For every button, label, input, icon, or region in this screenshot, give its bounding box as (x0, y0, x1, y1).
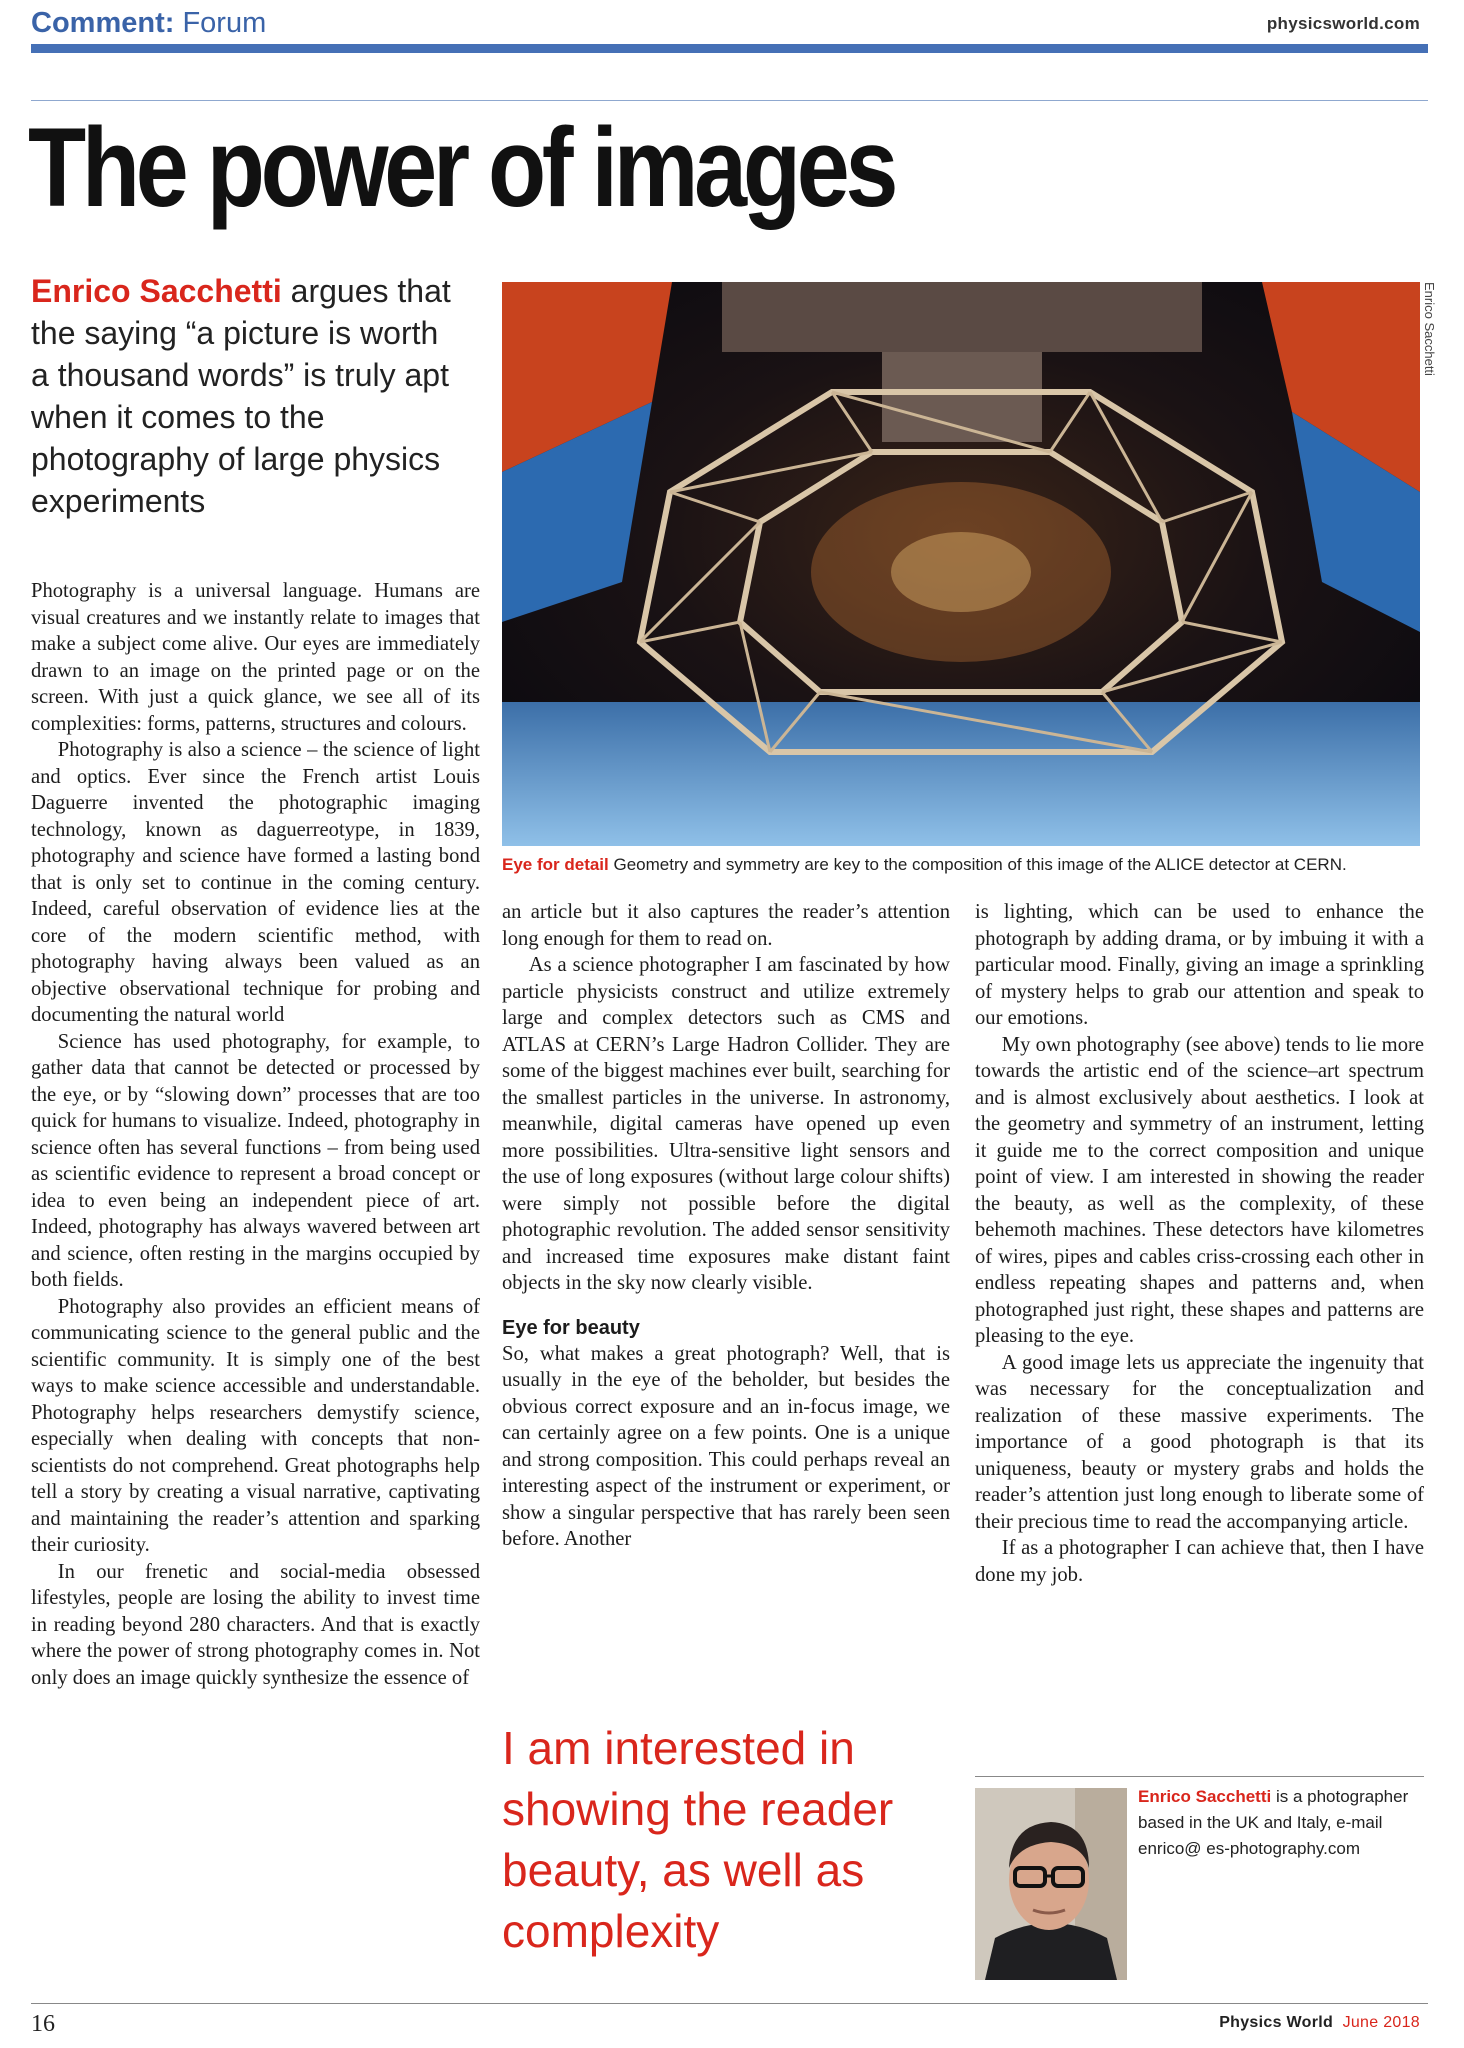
paragraph: So, what makes a great photograph? Well, that is usually in the eye of the beholder, but besides the obvious correct exposure and an in-focus image, we can certainly agree on a few points. One is a unique and strong composition. This could perhaps reveal an interesting aspect of the instrument or experiment, or show a singular perspective that has rarely been seen before. Another (502, 1342, 950, 1550)
bio-text: is a photographer based in the UK and Italy, e-mail enrico@ es-photography.com (1138, 1787, 1409, 1858)
issue-date: June 2018 (1342, 2014, 1420, 2031)
photo-credit (1421, 282, 1439, 552)
body-column-3 (975, 899, 1424, 1588)
paragraph: Photography is a universal language. Humans are visual creatures and we instantly relate to images that make a subject come alive. Our eyes are immediately drawn to an image on the printed page or on the screen. With just a quick glance, we see all of its complexities: forms, patterns, structures and colours. (31, 580, 480, 735)
subheading: Eye for beauty (502, 1316, 640, 1339)
pull-quote: I am interested in showing the reader beauty, as well as complexity (502, 1722, 894, 1957)
author-portrait (975, 1788, 1127, 1980)
header-thin-rule (31, 100, 1428, 101)
bio-rule (975, 1776, 1424, 1777)
paragraph: is lighting, which can be used to enhance the photograph by adding drama, or by imbuing it with a particular mood. Finally, giving an image a sprinkling of mystery helps to grab our attention and speak to our emotions. (975, 901, 1424, 1029)
caption-label: Eye for detail (502, 855, 609, 874)
standfirst (31, 270, 451, 522)
body-column-1 (31, 578, 480, 1691)
paragraph: As a science photographer I am fascinated by how particle physicists construct and utilize extremely large and complex detectors such as CMS and ATLAS at CERN’s Large Hadron Collider. They are some of the biggest machines ever built, searching for the smallest particles in the universe. In astronomy, meanwhile, digital cameras have opened up even more possibilities. Ultra-sensitive light sensors and the use of long exposures (without large colour shifts) were simply not possible before the digital photographic revolution. The added sensor sensitivity and increased time exposures make distant faint objects in the sky now clearly visible. (502, 954, 950, 1294)
photo-caption (502, 854, 1427, 876)
author-bio (1138, 1784, 1428, 1862)
headline: The power of images (28, 105, 895, 230)
paragraph: Photography also provides an efficient means of communicating science to the general public and the scientific community. It is simply one of the best ways to make science accessible and understandable. Photography helps researchers demystify science, especially when dealing with concepts that non-scientists do not comprehend. Great photographs help tell a story by creating a visual narrative, captivating and maintaining the reader’s attention and sparking their curiosity. (31, 1295, 480, 1556)
footer-publication (1219, 2014, 1420, 2032)
footer-rule (31, 2003, 1428, 2004)
section-label-bold: Comment: (31, 7, 175, 39)
paragraph: My own photography (see above) tends to lie more towards the artistic end of the science–art spectrum and is almost exclusively about aesthetics. I look at the geometry and symmetry of an instrument, letting it guide me to the correct composition and unique point of view. I am interested in showing the reader the beauty, as well as the complexity, of these behemoth machines. These detectors have kilometres of wires, pipes and cables criss-crossing each other in endless repeating shapes and patterns and, when photographed just right, these shapes and patterns are pleasing to the eye. (975, 1033, 1424, 1347)
section-label (31, 6, 266, 40)
paragraph: A good image lets us appreciate the ingenuity that was necessary for the conceptualization and realization of these massive experiments. The importance of a good photograph is that its uniqueness, beauty or mystery grabs and holds the reader’s attention just long enough to liberate some of their precious time to read the accompanying article. (975, 1351, 1424, 1533)
alice-detector-photo (502, 282, 1420, 846)
standfirst-text: argues that the saying “a picture is worth a thousand words” is truly apt when it comes to the photography of large physics experiments (31, 273, 451, 519)
paragraph: If as a photographer I can achieve that, then I have done my job. (975, 1537, 1424, 1586)
paragraph: Photography is also a science – the science of light and optics. Ever since the French artist Louis Daguerre invented the photographic imaging technology, known as daguerreotype, in 1839, photography and science have formed a lasting bond that is only set to continue in the coming century. Indeed, careful observation of evidence lies at the core of the modern scientific method, with photography having always been valued as an objective observational technique for probing and documenting the natural world (31, 739, 480, 1026)
page-number: 16 (31, 2011, 55, 2037)
section-label-rest: Forum (174, 7, 267, 39)
bio-author: Enrico Sacchetti (1138, 1787, 1272, 1806)
paragraph: Science has used photography, for example, to gather data that cannot be detected or processed by the eye, or by “slowing down” processes that are too quick for humans to visualize. Indeed, photography in science often has several functions – from being used as scientific evidence to represent a broad concept or idea to even being an independent piece of art. Indeed, photography has always wavered between art and science, often resting in the margins occupied by both fields. (31, 1030, 480, 1291)
header-rule (31, 44, 1428, 53)
standfirst-author: Enrico Sacchetti (31, 273, 282, 309)
photo-credit-text: Enrico Sacchetti (1422, 282, 1437, 376)
site-url: physicsworld.com (1266, 14, 1420, 33)
body-column-2 (502, 899, 950, 1553)
paragraph: an article but it also captures the reader’s attention long enough for them to read on. (502, 901, 950, 950)
paragraph: In our frenetic and social-media obsessed lifestyles, people are losing the ability to invest time in reading beyond 280 characters. And that is exactly where the power of strong photography comes in. Not only does an image quickly synthesize the essence of (31, 1560, 480, 1689)
caption-text: Geometry and symmetry are key to the composition of this image of the ALICE detector at CERN. (608, 855, 1347, 874)
publication-name: Physics World (1219, 2014, 1334, 2031)
